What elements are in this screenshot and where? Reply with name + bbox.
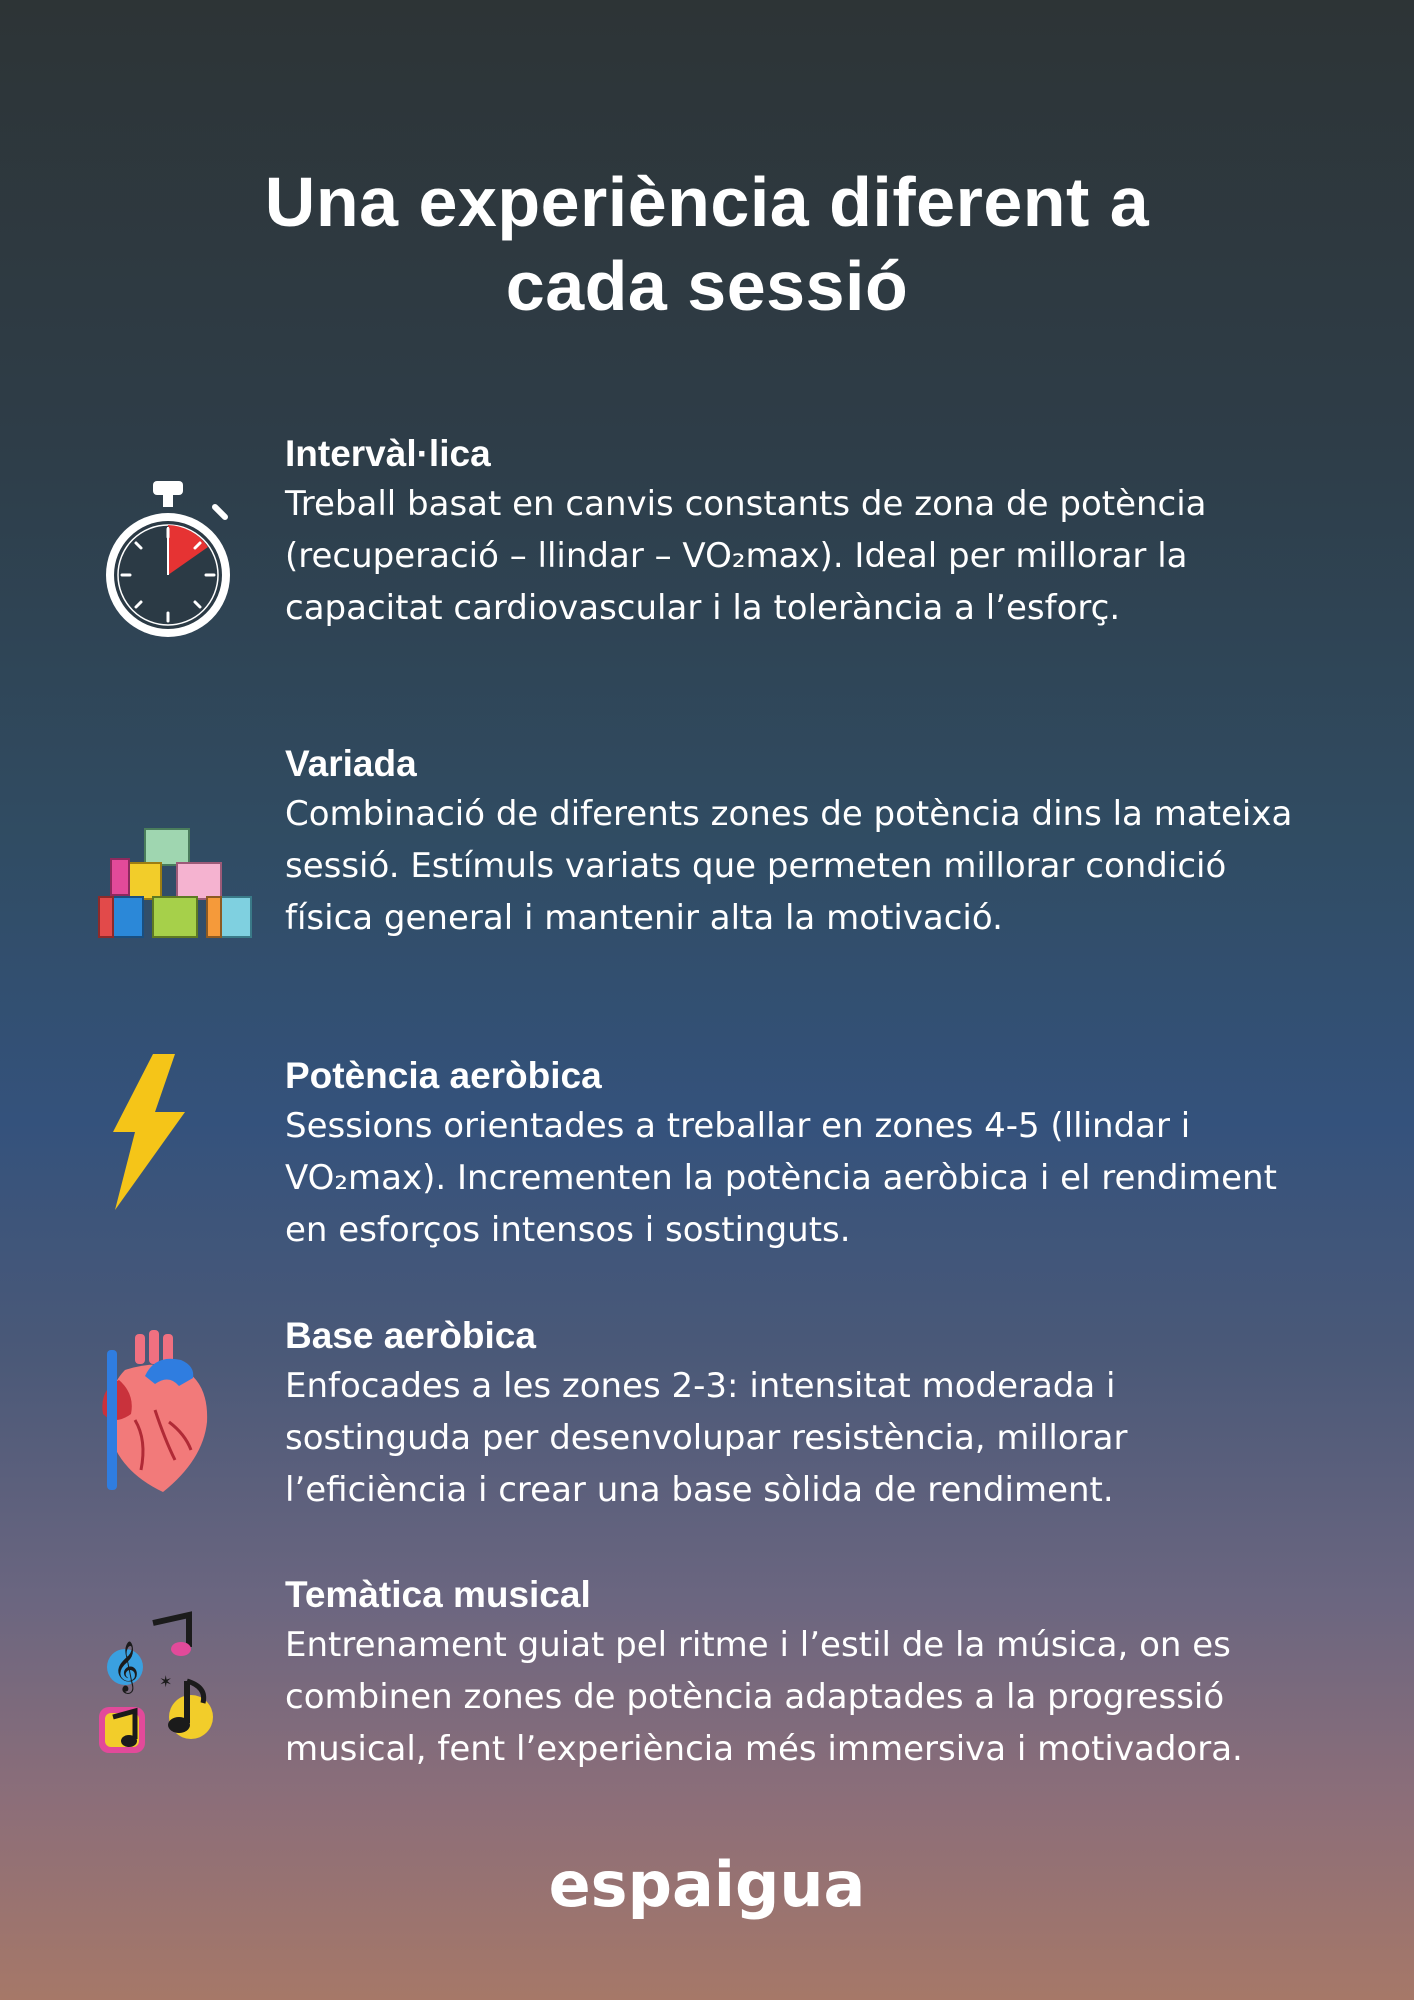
page-title — [0, 160, 1414, 328]
section-heading: Intervàl·lica — [285, 433, 491, 474]
svg-text:✶: ✶ — [159, 1672, 173, 1691]
music-notes-icon — [95, 1607, 275, 1787]
section-text — [285, 740, 1305, 944]
title-line-2: cada sessió — [505, 247, 909, 325]
anatomical-heart-icon — [95, 1330, 275, 1510]
lightning-icon — [95, 1052, 275, 1232]
section-description: Enfocades a les zones 2-3: intensitat moderada i sostinguda per desenvolupar resistència, millorar l’eficiència i crear una base sòlida de rendiment. — [285, 1366, 1128, 1510]
section-description: Entrenament guiat pel ritme i l’estil de la música, on es combinen zones de potència adaptades a la progressió musical, fent l’experiència més immersiva i motivadora. — [285, 1625, 1243, 1769]
section-text — [285, 1052, 1305, 1256]
toy-blocks-icon — [95, 825, 275, 1005]
section-heading: Potència aeròbica — [285, 1055, 602, 1096]
section-heading: Temàtica musical — [285, 1574, 591, 1615]
section-text — [285, 1571, 1305, 1775]
section-heading: Base aeròbica — [285, 1315, 536, 1356]
section-text — [285, 1312, 1305, 1516]
title-line-1: Una experiència diferent a — [264, 163, 1150, 241]
svg-text:𝄞: 𝄞 — [113, 1641, 140, 1692]
section-heading: Variada — [285, 743, 417, 784]
stopwatch-icon — [95, 475, 275, 655]
section-description: Treball basat en canvis constants de zona de potència (recuperació – llindar – VO₂max). Ideal per millorar la capacitat cardiovascular i la tolerància a l’esforç. — [285, 484, 1207, 628]
section-description: Combinació de diferents zones de potència dins la mateixa sessió. Estímuls variats que permeten millorar condició física general i mantenir alta la motivació. — [285, 794, 1293, 938]
section-text — [285, 430, 1305, 634]
brand-logo: espaigua — [548, 1848, 866, 1921]
section-description: Sessions orientades a treballar en zones 4-5 (llindar i VO₂max). Incrementen la potència aeròbica i el rendiment en esforços intensos i sostinguts. — [285, 1106, 1277, 1250]
